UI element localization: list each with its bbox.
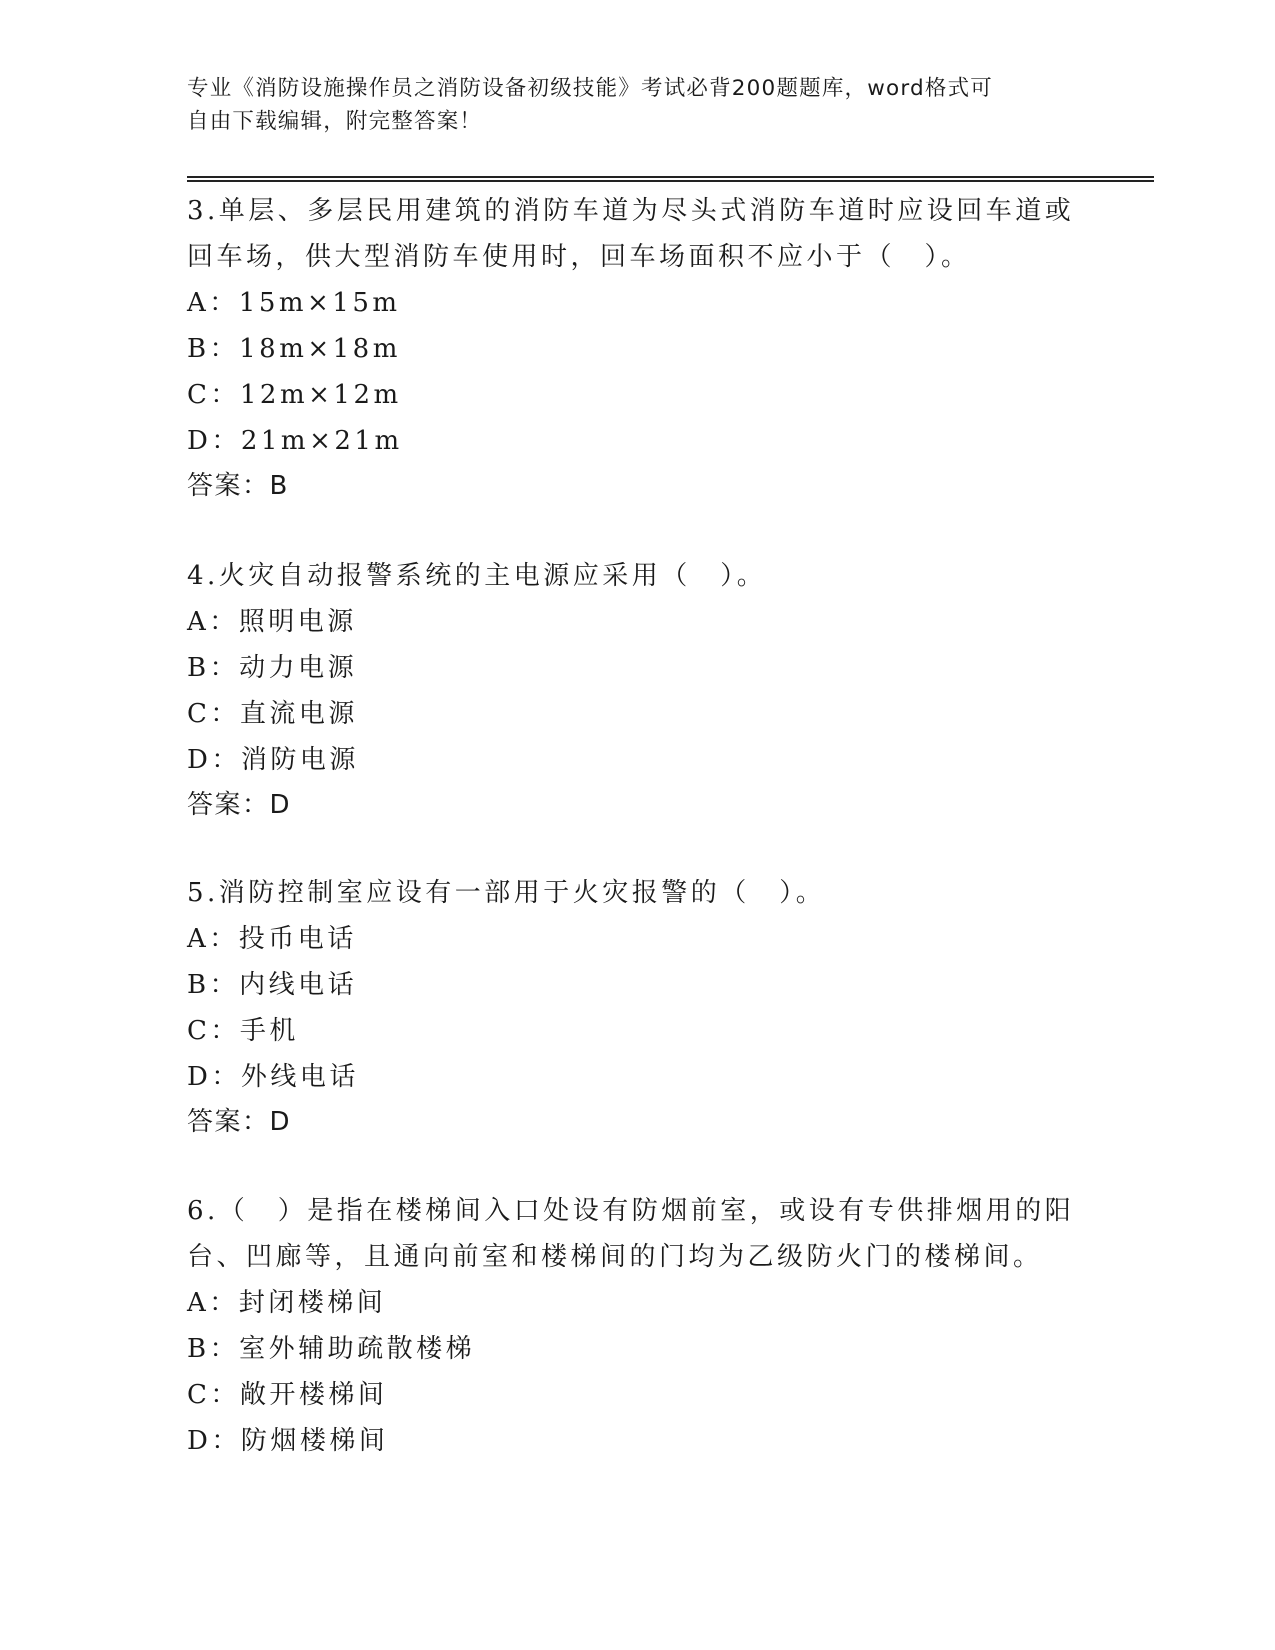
question-4 [187,553,1087,827]
option-c: C：12m×12m [187,380,402,410]
question-text-line: 台、凹廊等，且通向前室和楼梯间的门均为乙级防火门的楼梯间。 [187,1242,1043,1272]
answer: 答案：D [187,1107,292,1137]
option-c: C：敞开楼梯间 [187,1380,388,1410]
header-line-2: 自由下载编辑，附完整答案！ [187,109,483,134]
answer: 答案：B [187,471,289,501]
option-b: B：18m×18m [187,334,401,364]
document-header [187,72,1067,138]
option-b: B：动力电源 [187,653,358,683]
option-a: A：封闭楼梯间 [187,1288,387,1318]
option-d: D：防烟楼梯间 [187,1426,389,1456]
option-d: D：外线电话 [187,1062,359,1092]
question-text-line: 5.消防控制室应设有一部用于火灾报警的（ ）。 [187,878,826,908]
question-text-line: 4.火灾自动报警系统的主电源应采用（ ）。 [187,561,767,591]
question-text-line: 3.单层、多层民用建筑的消防车道为尽头式消防车道时应设回车道或 [187,196,1075,226]
option-d: D：21m×21m [187,426,403,456]
option-a: A：投币电话 [187,924,357,954]
option-c: C：手机 [187,1016,299,1046]
option-a: A：15m×15m [187,288,401,318]
question-3 [187,188,1087,508]
question-text-line: 回车场，供大型消防车使用时，回车场面积不应小于（ ）。 [187,242,971,272]
question-6 [187,1188,1087,1464]
option-d: D：消防电源 [187,745,359,775]
option-b: B：内线电话 [187,970,358,1000]
option-a: A：照明电源 [187,607,357,637]
header-divider [187,176,1154,182]
option-b: B：室外辅助疏散楼梯 [187,1334,476,1364]
question-5 [187,870,1087,1144]
option-c: C：直流电源 [187,699,358,729]
question-text-line: 6.（ ）是指在楼梯间入口处设有防烟前室，或设有专供排烟用的阳 [187,1196,1075,1226]
answer: 答案：D [187,790,292,820]
header-line-1: 专业《消防设施操作员之消防设备初级技能》考试必背200题题库，word格式可 [187,76,993,101]
